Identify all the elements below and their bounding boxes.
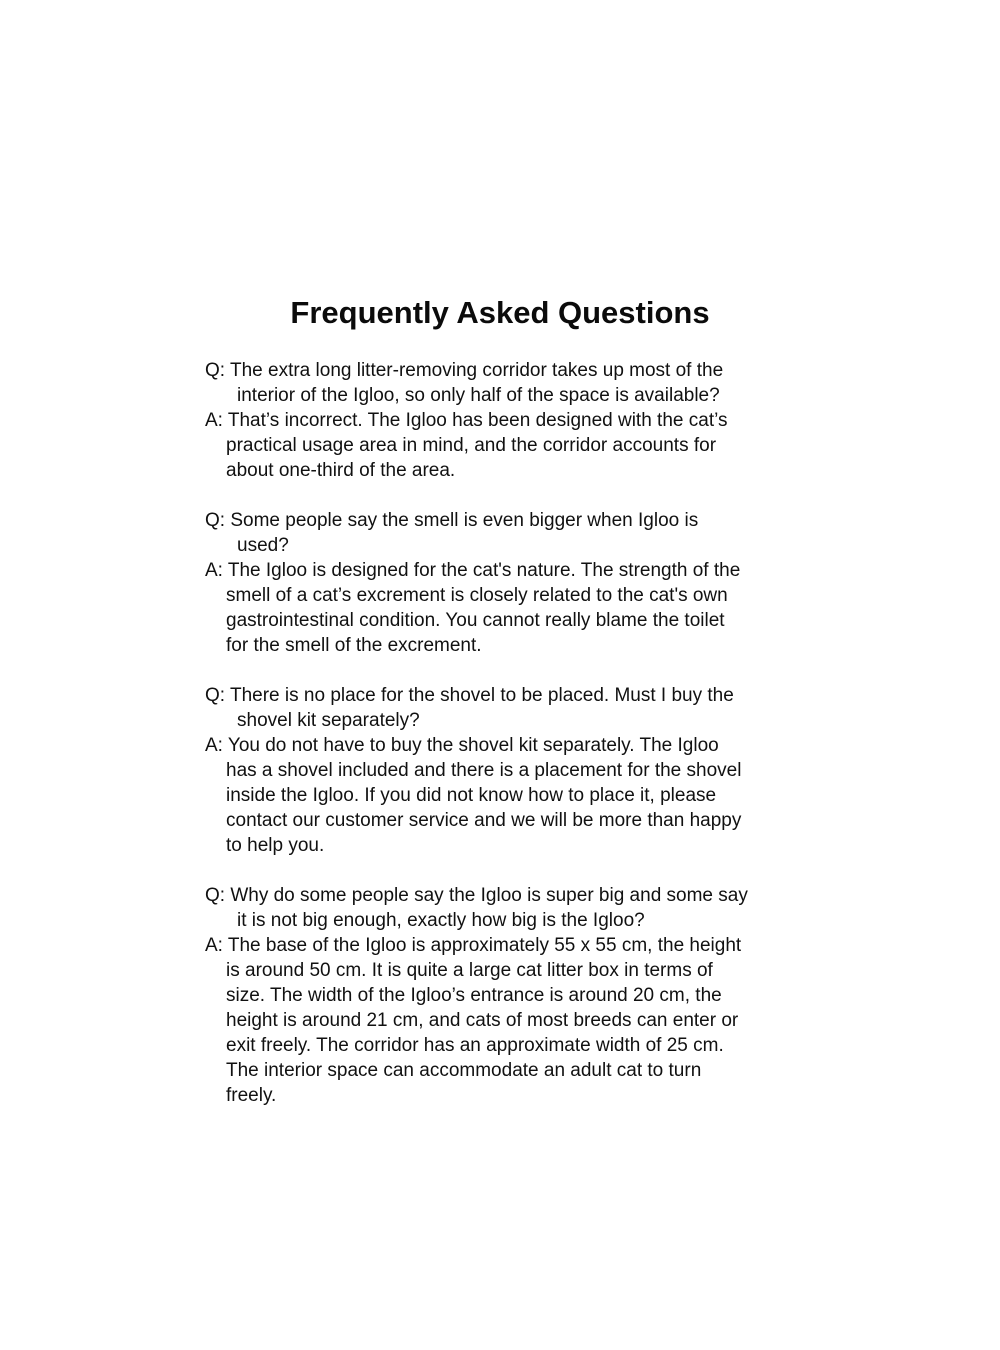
- faq-answer-line: A: The base of the Igloo is approximately 55 x 55 cm, the height: [205, 935, 742, 956]
- faq-answer-line: A: That’s incorrect. The Igloo has been designed with the cat’s: [205, 410, 728, 431]
- faq-answer-line: for the smell of the excrement.: [226, 635, 482, 656]
- faq-answer-line: inside the Igloo. If you did not know how to place it, please: [226, 785, 717, 806]
- faq-answer-line: exit freely. The corridor has an approximate width of 25 cm.: [226, 1035, 724, 1056]
- faq-question-line: Q: Some people say the smell is even bigger when Igloo is: [205, 510, 699, 531]
- faq-answer-line: smell of a cat’s excrement is closely related to the cat's own: [226, 585, 728, 606]
- faq-answer-line: A: You do not have to buy the shovel kit separately. The Igloo: [205, 735, 719, 756]
- faq-answer-line: size. The width of the Igloo’s entrance is around 20 cm, the: [226, 985, 722, 1006]
- faq-answer-line: A: The Igloo is designed for the cat's nature. The strength of the: [205, 560, 741, 581]
- faq-question-line: used?: [237, 535, 289, 556]
- faq-question-line: interior of the Igloo, so only half of the space is available?: [237, 385, 720, 406]
- faq-question-line: Q: Why do some people say the Igloo is super big and some say: [205, 885, 748, 906]
- faq-answer-line: has a shovel included and there is a placement for the shovel: [226, 760, 742, 781]
- faq-answer-line: practical usage area in mind, and the corridor accounts for: [226, 435, 717, 456]
- faq-answer-line: about one-third of the area.: [226, 460, 456, 481]
- faq-list: [205, 358, 825, 1133]
- faq-question-line: Q: There is no place for the shovel to be placed. Must I buy the: [205, 685, 734, 706]
- faq-answer-line: is around 50 cm. It is quite a large cat litter box in terms of: [226, 960, 713, 981]
- faq-answer-line: contact our customer service and we will be more than happy: [226, 810, 742, 831]
- faq-question-line: it is not big enough, exactly how big is the Igloo?: [237, 910, 645, 931]
- faq-question-line: shovel kit separately?: [237, 710, 420, 731]
- faq-answer-line: to help you.: [226, 835, 325, 856]
- faq-item: [205, 883, 825, 1108]
- faq-answer-line: freely.: [226, 1085, 277, 1106]
- faq-item: [205, 358, 825, 483]
- faq-item: [205, 683, 825, 858]
- faq-answer-line: height is around 21 cm, and cats of most breeds can enter or: [226, 1010, 739, 1031]
- faq-item: [205, 508, 825, 658]
- faq-answer-line: gastrointestinal condition. You cannot really blame the toilet: [226, 610, 725, 631]
- faq-answer-line: The interior space can accommodate an adult cat to turn: [226, 1060, 702, 1081]
- page-title: Frequently Asked Questions: [290, 295, 710, 330]
- faq-question-line: Q: The extra long litter-removing corridor takes up most of the: [205, 360, 724, 381]
